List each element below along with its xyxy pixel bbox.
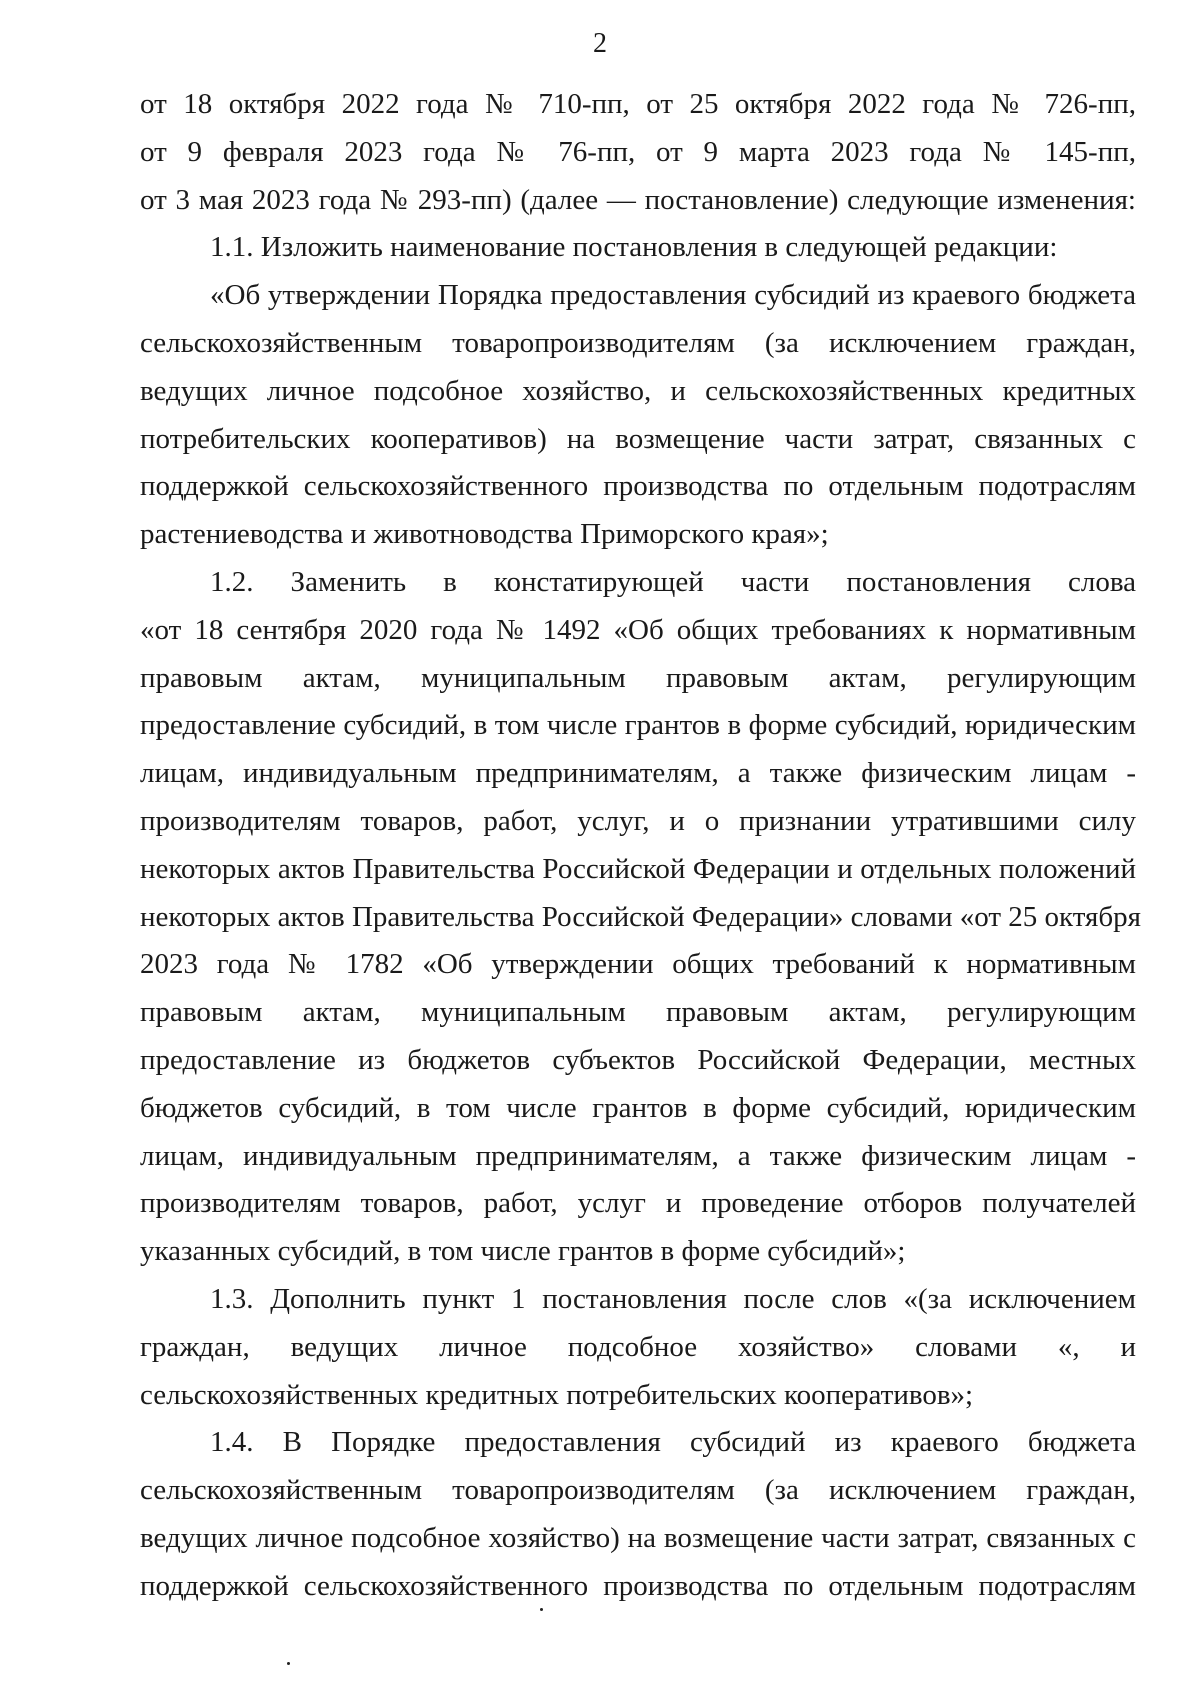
text-line: сельскохозяйственных кредитных потребительских кооперативов»; [140,1379,974,1411]
text-line: производителям товаров, работ, услуг и проведение отборов получателей [140,1187,1136,1219]
text-line: сельскохозяйственным товаропроизводителям (за исключением граждан, [140,1474,1136,1506]
text-line: указанных субсидий, в том числе грантов в форме субсидий»; [140,1235,906,1267]
text-line: поддержкой сельскохозяйственного производства по отдельным подотраслям [140,1570,1136,1602]
text-line: ведущих личное подсобное хозяйство, и сельскохозяйственных кредитных [140,375,1136,407]
page-number: 2 [593,28,607,59]
text-line: поддержкой сельскохозяйственного производства по отдельным подотраслям [140,470,1136,502]
text-line: правовым актам, муниципальным правовым актам, регулирующим [140,662,1136,694]
text-line: некоторых актов Правительства Российской Федерации» словами «от 25 октября [140,901,1141,933]
text-line: бюджетов субсидий, в том числе грантов в форме субсидий, юридическим [140,1092,1136,1124]
text-line: от 18 октября 2022 года № 710-пп, от 25 октября 2022 года № 726-пп, [140,88,1136,120]
text-line: растениеводства и животноводства Приморского края»; [140,518,829,550]
text-line: 1.4. В Порядке предоставления субсидий из краевого бюджета [210,1426,1136,1458]
text-line: правовым актам, муниципальным правовым актам, регулирующим [140,996,1136,1028]
text-line: некоторых актов Правительства Российской Федерации и отдельных положений [140,853,1136,885]
text-line: ведущих личное подсобное хозяйство) на возмещение части затрат, связанных с [140,1522,1136,1554]
scan-speck [287,1662,290,1665]
text-line: предоставление из бюджетов субъектов Российской Федерации, местных [140,1044,1136,1076]
text-line: «от 18 сентября 2020 года № 1492 «Об общих требованиях к нормативным [140,614,1136,646]
text-line: от 3 мая 2023 года № 293-пп) (далее — постановление) следующие изменения: [140,184,1136,216]
text-line: 1.1. Изложить наименование постановления в следующей редакции: [210,231,1058,263]
text-line: 1.2. Заменить в констатирующей части постановления слова [210,566,1136,598]
text-line: 2023 года № 1782 «Об утверждении общих требований к нормативным [140,948,1136,980]
text-line: производителям товаров, работ, услуг, и о признании утратившими силу [140,805,1136,837]
text-line: от 9 февраля 2023 года № 76-пп, от 9 марта 2023 года № 145-пп, [140,136,1136,168]
scan-speck [540,1608,543,1611]
text-line: потребительских кооперативов) на возмещение части затрат, связанных с [140,423,1136,455]
text-line: сельскохозяйственным товаропроизводителям (за исключением граждан, [140,327,1136,359]
text-line: «Об утверждении Порядка предоставления субсидий из краевого бюджета [210,279,1136,311]
text-line: граждан, ведущих личное подсобное хозяйство» словами «, и [140,1331,1136,1363]
text-line: 1.3. Дополнить пункт 1 постановления после слов «(за исключением [210,1283,1136,1315]
text-line: лицам, индивидуальным предпринимателям, а также физическим лицам - [140,1140,1136,1172]
text-line: предоставление субсидий, в том числе грантов в форме субсидий, юридическим [140,709,1136,741]
text-line: лицам, индивидуальным предпринимателям, а также физическим лицам - [140,757,1136,789]
